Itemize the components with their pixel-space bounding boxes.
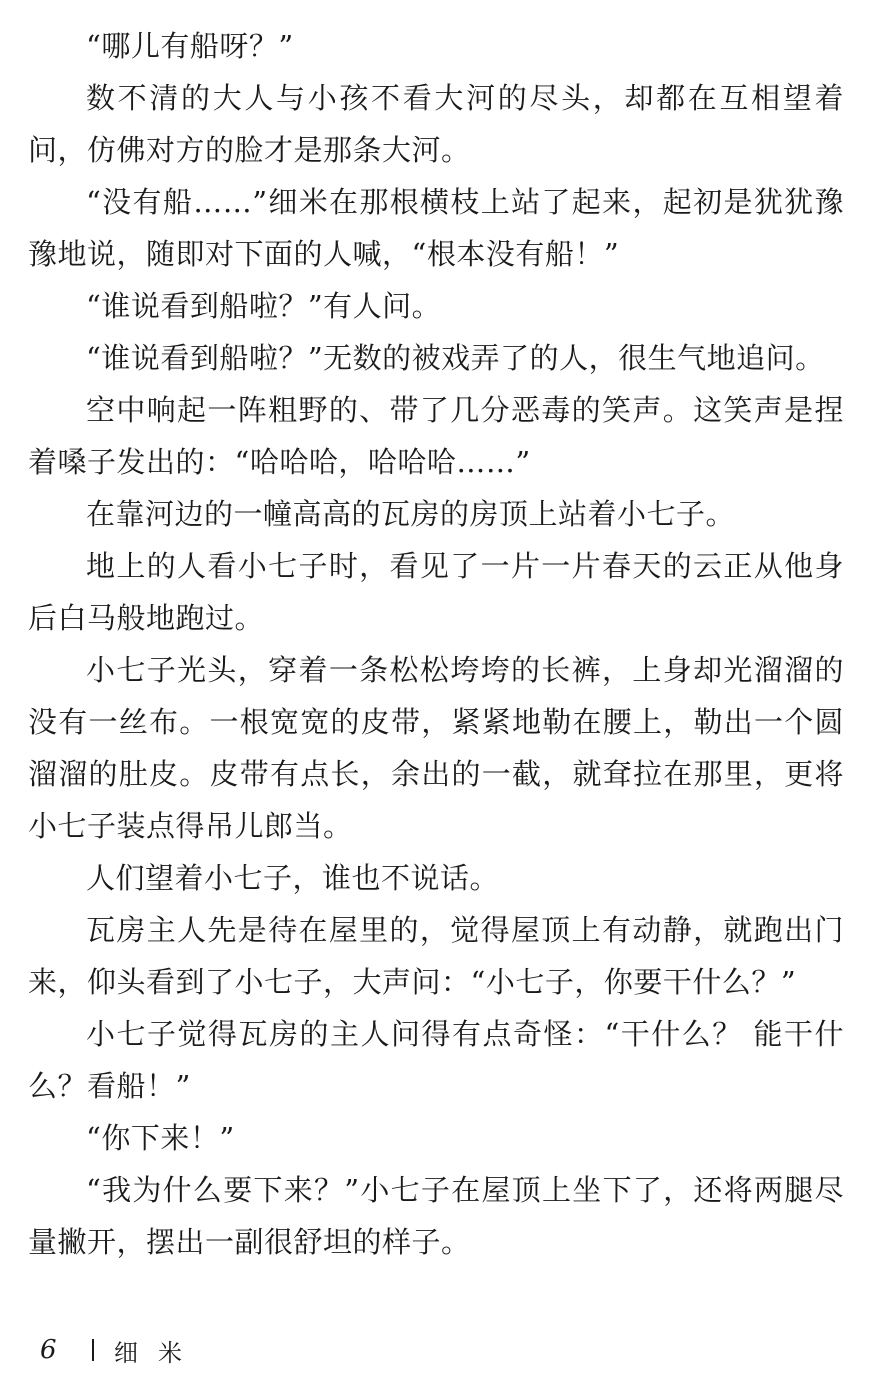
page-number: 6 bbox=[40, 1335, 57, 1365]
paragraph: “你下来！” bbox=[86, 1121, 235, 1155]
paragraph: 小七子光头，穿着一条松松垮垮的长裤，上身却光溜溜的没有一丝布。一根宽宽的皮带，紧紧地勒在腰上，勒出一个圆溜溜的肚皮。皮带有点长，余出的一截，就耷拉在那里，更将小七子装点得吊儿郎当。 bbox=[28, 653, 844, 843]
paragraph: 空中响起一阵粗野的、带了几分恶毒的笑声。这笑声是捏着嗓子发出的：“哈哈哈，哈哈哈……” bbox=[28, 393, 844, 479]
paragraph: “没有船……”细米在那根横枝上站了起来，起初是犹犹豫豫地说，随即对下面的人喊，“根本没有船！” bbox=[28, 185, 844, 271]
paragraph: “谁说看到船啦？”无数的被戏弄了的人，很生气地追问。 bbox=[86, 341, 825, 375]
paragraph: 瓦房主人先是待在屋里的，觉得屋顶上有动静，就跑出门来，仰头看到了小七子，大声问：“小七子，你要干什么？” bbox=[28, 913, 844, 999]
paragraph: 在靠河边的一幢高高的瓦房的房顶上站着小七子。 bbox=[86, 497, 736, 531]
paragraph: “谁说看到船啦？”有人问。 bbox=[86, 289, 442, 323]
page-footer bbox=[40, 1332, 202, 1368]
footer-divider bbox=[92, 1339, 94, 1361]
paragraph: 人们望着小七子，谁也不说话。 bbox=[86, 861, 500, 895]
running-title: 细米 bbox=[114, 1338, 202, 1367]
body-text bbox=[28, 20, 844, 1268]
paragraph: 数不清的大人与小孩不看大河的尽头，却都在互相望着问，仿佛对方的脸才是那条大河。 bbox=[28, 81, 844, 167]
paragraph: 小七子觉得瓦房的主人问得有点奇怪：“干什么？ 能干什么？看船！” bbox=[28, 1017, 844, 1103]
paragraph: 地上的人看小七子时，看见了一片一片春天的云正从他身后白马般地跑过。 bbox=[28, 549, 844, 635]
paragraph: “哪儿有船呀？” bbox=[86, 29, 294, 63]
paragraph: “我为什么要下来？”小七子在屋顶上坐下了，还将两腿尽量撇开，摆出一副很舒坦的样子。 bbox=[28, 1173, 844, 1259]
